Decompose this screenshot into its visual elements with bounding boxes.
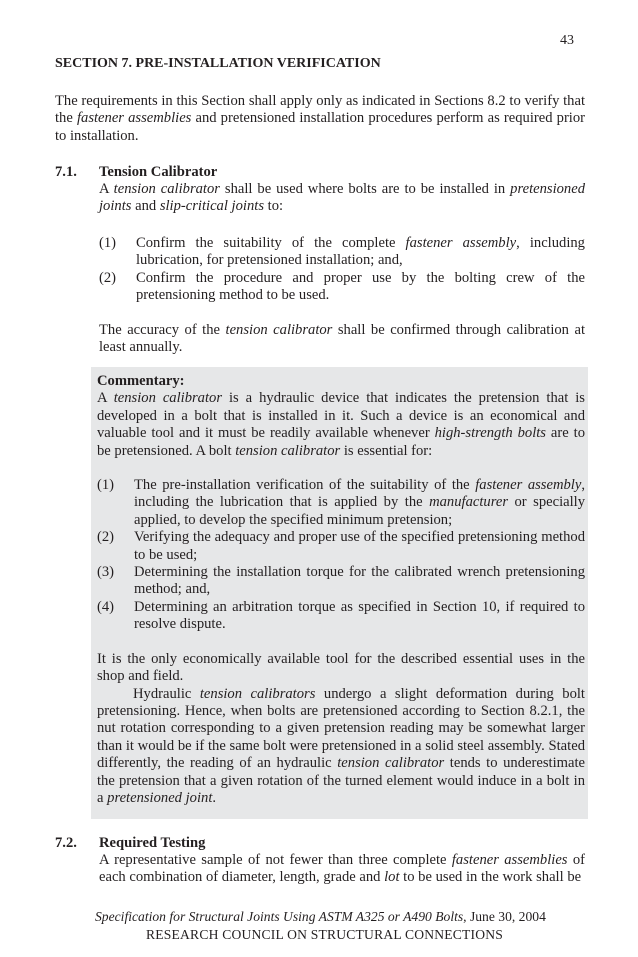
commentary-heading: Commentary:: [97, 373, 185, 389]
list-item-text: Determining the installation torque for the calibrated wrench pretensioning method; and,: [134, 564, 585, 598]
footer-organization: RESEARCH COUNCIL ON STRUCTURAL CONNECTIONS: [146, 927, 504, 942]
commentary-paragraph-2: It is the only economically available tool for the described essential uses in the shop and field.: [97, 650, 585, 685]
section-title: SECTION 7. PRE-INSTALLATION VERIFICATION: [55, 56, 381, 71]
list-item-text: The pre-installation verification of the suitability of the fastener assembly, including the lubrication that is applied by the manufacturer or specially applied, to develop the specified minimum pretension;: [134, 477, 586, 528]
list-item: [99, 270, 585, 305]
list-item-number: (2): [97, 529, 115, 546]
section-7-2-title: Required Testing: [99, 835, 206, 851]
list-item-number: (4): [97, 598, 115, 615]
section-7-2-number: 7.2.: [55, 835, 77, 851]
section-7-1-list: [99, 235, 585, 305]
list-item: [99, 235, 585, 270]
list-item-number: (1): [97, 477, 115, 494]
section-7-1-title: Tension Calibrator: [99, 164, 218, 180]
page-number: 43: [560, 33, 574, 48]
intro-paragraph: The requirements in this Section shall apply only as indicated in Sections 8.2 to verify that the fastener assemblies and pretensioned installation procedures perform as required prior to installation.: [55, 93, 586, 144]
list-item-number: (2): [99, 269, 117, 286]
section-7-1-paragraph: A tension calibrator shall be used where bolts are to be installed in pretensioned joints and slip-critical joints to:: [99, 181, 585, 215]
list-item-number: (3): [97, 564, 115, 581]
list-item-number: (1): [99, 235, 117, 251]
list-item-text: Determining an arbitration torque as specified in Section 10, if required to resolve dispute.: [134, 598, 585, 633]
section-7-1-number: 7.1.: [55, 164, 77, 180]
section-7-2-paragraph: A representative sample of not fewer than three complete fastener assemblies of each combination of diameter, length, grade and lot to be used in the work shall be: [99, 852, 585, 886]
list-item: [97, 564, 585, 599]
list-item: [97, 529, 585, 564]
footer-title: Specification for Structural Joints Using ASTM A325 or A490 Bolts, June 30, 2004: [95, 909, 546, 924]
commentary-box: [91, 367, 588, 819]
commentary-paragraph-3: Hydraulic tension calibrators undergo a slight deformation during bolt pretensioning. Hence, when bolts are pretensioned according to Section 8.2.1, the nut rotation corresponding to a given pretension reading may be somewhat larger than it would be if the same bolt were pretensioned in a solid steel assembly. Stated differently, the reading of an hydraulic tension calibrator tends to underestimate the pretension that a given rotation of the turned element would induce in a bolt in a pretensioned joint.: [97, 685, 585, 806]
list-item: [97, 599, 585, 634]
list-item-text: Verifying the adequacy and proper use of the specified pretensioning method to be used;: [134, 529, 585, 563]
commentary-list: [97, 477, 585, 634]
list-item-text: Confirm the suitability of the complete fastener assembly, including lubrication, for pretensioned installation; and,: [136, 235, 585, 269]
list-item-text: Confirm the procedure and proper use by the bolting crew of the pretensioning method to be used.: [136, 269, 585, 304]
accuracy-paragraph: The accuracy of the tension calibrator shall be confirmed through calibration at least annually.: [99, 322, 585, 356]
list-item: [97, 477, 585, 529]
commentary-paragraph-1: A tension calibrator is a hydraulic device that indicates the pretension that is developed in a bolt that is installed in it. Such a device is an economical and valuable tool and it must be readily available whenever high-strength bolts are to be pretensioned. A bolt tension calibrator is essential for:: [97, 390, 585, 459]
